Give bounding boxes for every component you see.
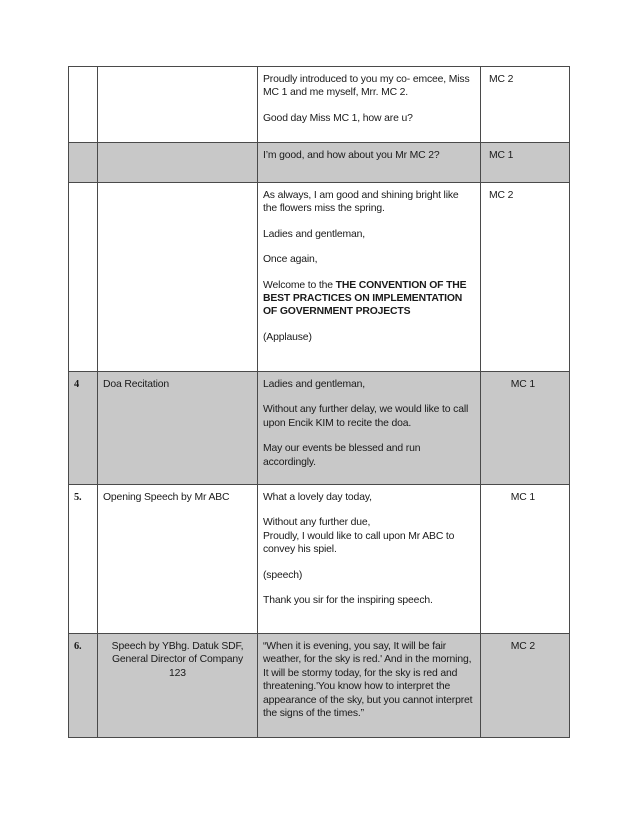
script-line: May our events be blessed and run accordingly. bbox=[263, 443, 421, 468]
table-row bbox=[69, 372, 570, 485]
table-row bbox=[69, 67, 570, 143]
script-line: Proudly, I would like to call upon Mr ABC to convey his spiel. bbox=[263, 530, 455, 556]
table-row bbox=[69, 143, 570, 183]
item-number bbox=[69, 67, 98, 143]
script-cell bbox=[258, 634, 481, 738]
table-row bbox=[69, 485, 570, 634]
program-item bbox=[98, 67, 258, 143]
program-item bbox=[98, 183, 258, 372]
script-line: I’m good, and how about you Mr MC 2? bbox=[263, 150, 440, 161]
script-cell bbox=[258, 67, 481, 143]
script-line: Once again, bbox=[263, 254, 318, 266]
mc-cell: MC 2 bbox=[481, 634, 570, 738]
welcome-prefix: Welcome to the bbox=[263, 279, 336, 291]
script-line: What a lovely day today, bbox=[263, 492, 372, 503]
item-number: 5. bbox=[69, 485, 98, 634]
program-item bbox=[98, 143, 258, 183]
script-line: Good day Miss MC 1, how are u? bbox=[263, 112, 413, 124]
applause-line: (Applause) bbox=[263, 331, 312, 343]
script-line: “When it is evening, you say, It will be fair weather, for the sky is red.' And in the morning, It will be stormy today, for the sky is red and threatening.'You know how to interpret the appearance of the sky, but you cannot interpret the signs of the times.” bbox=[263, 641, 473, 720]
script-cell bbox=[258, 183, 481, 372]
script-cell bbox=[258, 372, 481, 485]
program-item: Opening Speech by Mr ABC bbox=[98, 485, 258, 634]
event-script-table bbox=[68, 66, 570, 738]
mc-cell: MC 1 bbox=[481, 372, 570, 485]
script-line: (speech) bbox=[263, 569, 303, 581]
event-name: THE CONVENTION OF THE BEST PRACTICES ON IMPLEMENTATION OF GOVERNMENT PROJECTS bbox=[263, 279, 467, 318]
table-row bbox=[69, 183, 570, 372]
item-number bbox=[69, 143, 98, 183]
script-line: Without any further delay, we would like to call upon Encik KIM to recite the doa. bbox=[263, 404, 469, 429]
item-number bbox=[69, 183, 98, 372]
script-line: Ladies and gentleman, bbox=[263, 228, 365, 240]
table-row bbox=[69, 634, 570, 738]
script-line: Thank you sir for the inspiring speech. bbox=[263, 595, 433, 607]
script-line: Proudly introduced to you my co- emcee, Miss MC 1 and me myself, Mrr. MC 2. bbox=[263, 74, 470, 99]
mc-cell: MC 2 bbox=[481, 183, 570, 372]
script-line: As always, I am good and shining bright like the flowers miss the spring. bbox=[263, 190, 459, 215]
script-line: Ladies and gentleman, bbox=[263, 379, 365, 390]
program-item: Doa Recitation bbox=[98, 372, 258, 485]
mc-cell: MC 1 bbox=[481, 485, 570, 634]
script-cell bbox=[258, 485, 481, 634]
script-line: Without any further due, bbox=[263, 517, 371, 529]
item-number: 6. bbox=[69, 634, 98, 738]
mc-cell: MC 1 bbox=[481, 143, 570, 183]
script-cell bbox=[258, 143, 481, 183]
welcome-line bbox=[263, 279, 475, 319]
item-number: 4 bbox=[69, 372, 98, 485]
mc-cell: MC 2 bbox=[481, 67, 570, 143]
program-item: Speech by YBhg. Datuk SDF, General Director of Company 123 bbox=[98, 634, 258, 738]
